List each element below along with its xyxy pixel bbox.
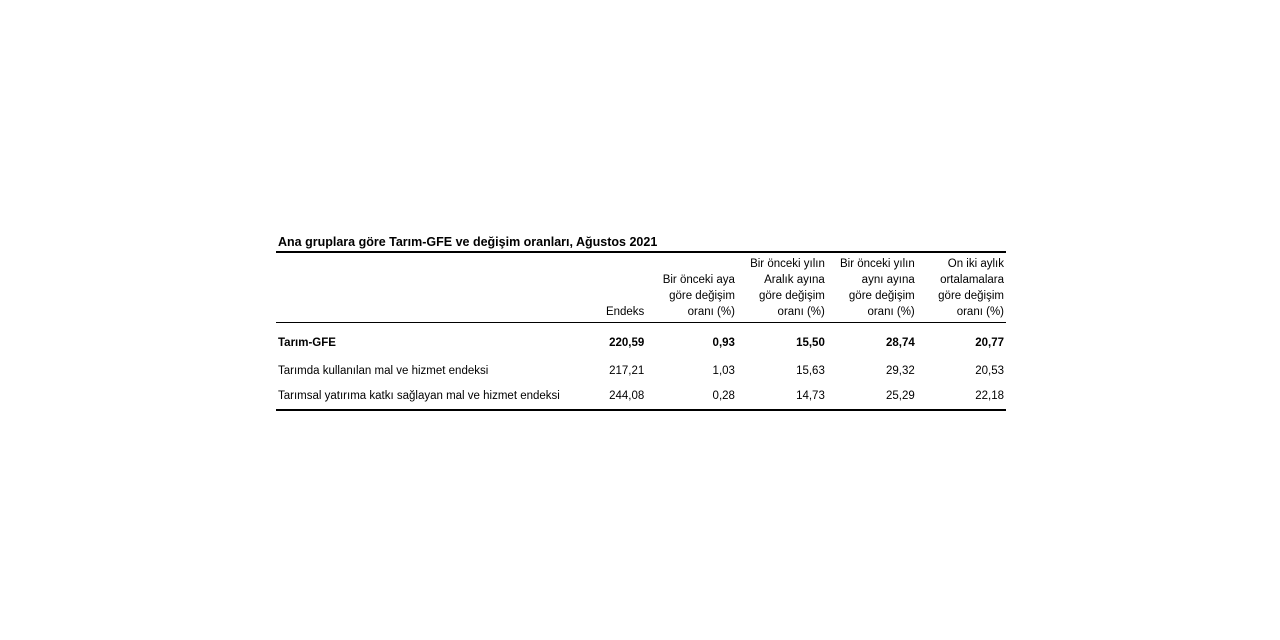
row-label: Tarımda kullanılan mal ve hizmet endeksi [278, 365, 489, 377]
cell-annual-change: 29,32 [885, 365, 915, 377]
header-endeks: Endeks [605, 306, 645, 318]
cell-annual-change: 25,29 [885, 390, 915, 402]
row-label: Tarım-GFE [278, 337, 336, 349]
cell-annual-change: 28,74 [885, 337, 915, 349]
cell-december-change: 15,50 [796, 337, 825, 349]
cell-twelve-month-change: 20,77 [975, 337, 1004, 349]
cell-monthly-change: 0,93 [712, 337, 735, 349]
header-row [276, 252, 1006, 323]
header-monthly-change: Bir önceki aya göre değişim oranı (%) [662, 274, 735, 318]
cell-endeks: 217,21 [609, 365, 645, 377]
cell-endeks: 220,59 [609, 337, 645, 349]
header-annual-change: Bir önceki yılın aynı ayına göre değişim oranı (%) [839, 258, 915, 318]
row-label: Tarımsal yatırıma katkı sağlayan mal ve hizmet endeksi [278, 390, 560, 402]
document [276, 233, 1006, 411]
header-december-change: Bir önceki yılın Aralık ayına göre değişim oranı (%) [750, 258, 825, 318]
cell-endeks: 244,08 [609, 390, 645, 402]
header-twelve-month-average-change: On iki aylık ortalamalara göre değişim oranı (%) [938, 258, 1004, 318]
table-row [276, 323, 1006, 358]
cell-december-change: 15,63 [796, 365, 825, 377]
cell-december-change: 14,73 [796, 390, 825, 402]
table-title: Ana gruplara göre Tarım-GFE ve değişim oranları, Ağustos 2021 [278, 235, 658, 249]
cell-monthly-change: 1,03 [712, 365, 735, 377]
cell-monthly-change: 0,28 [712, 390, 735, 402]
cell-twelve-month-change: 22,18 [975, 390, 1004, 402]
table-row [276, 385, 1006, 410]
cell-twelve-month-change: 20,53 [975, 365, 1004, 377]
table-row [276, 357, 1006, 385]
header-label-column [276, 252, 597, 323]
data-table [276, 251, 1006, 411]
